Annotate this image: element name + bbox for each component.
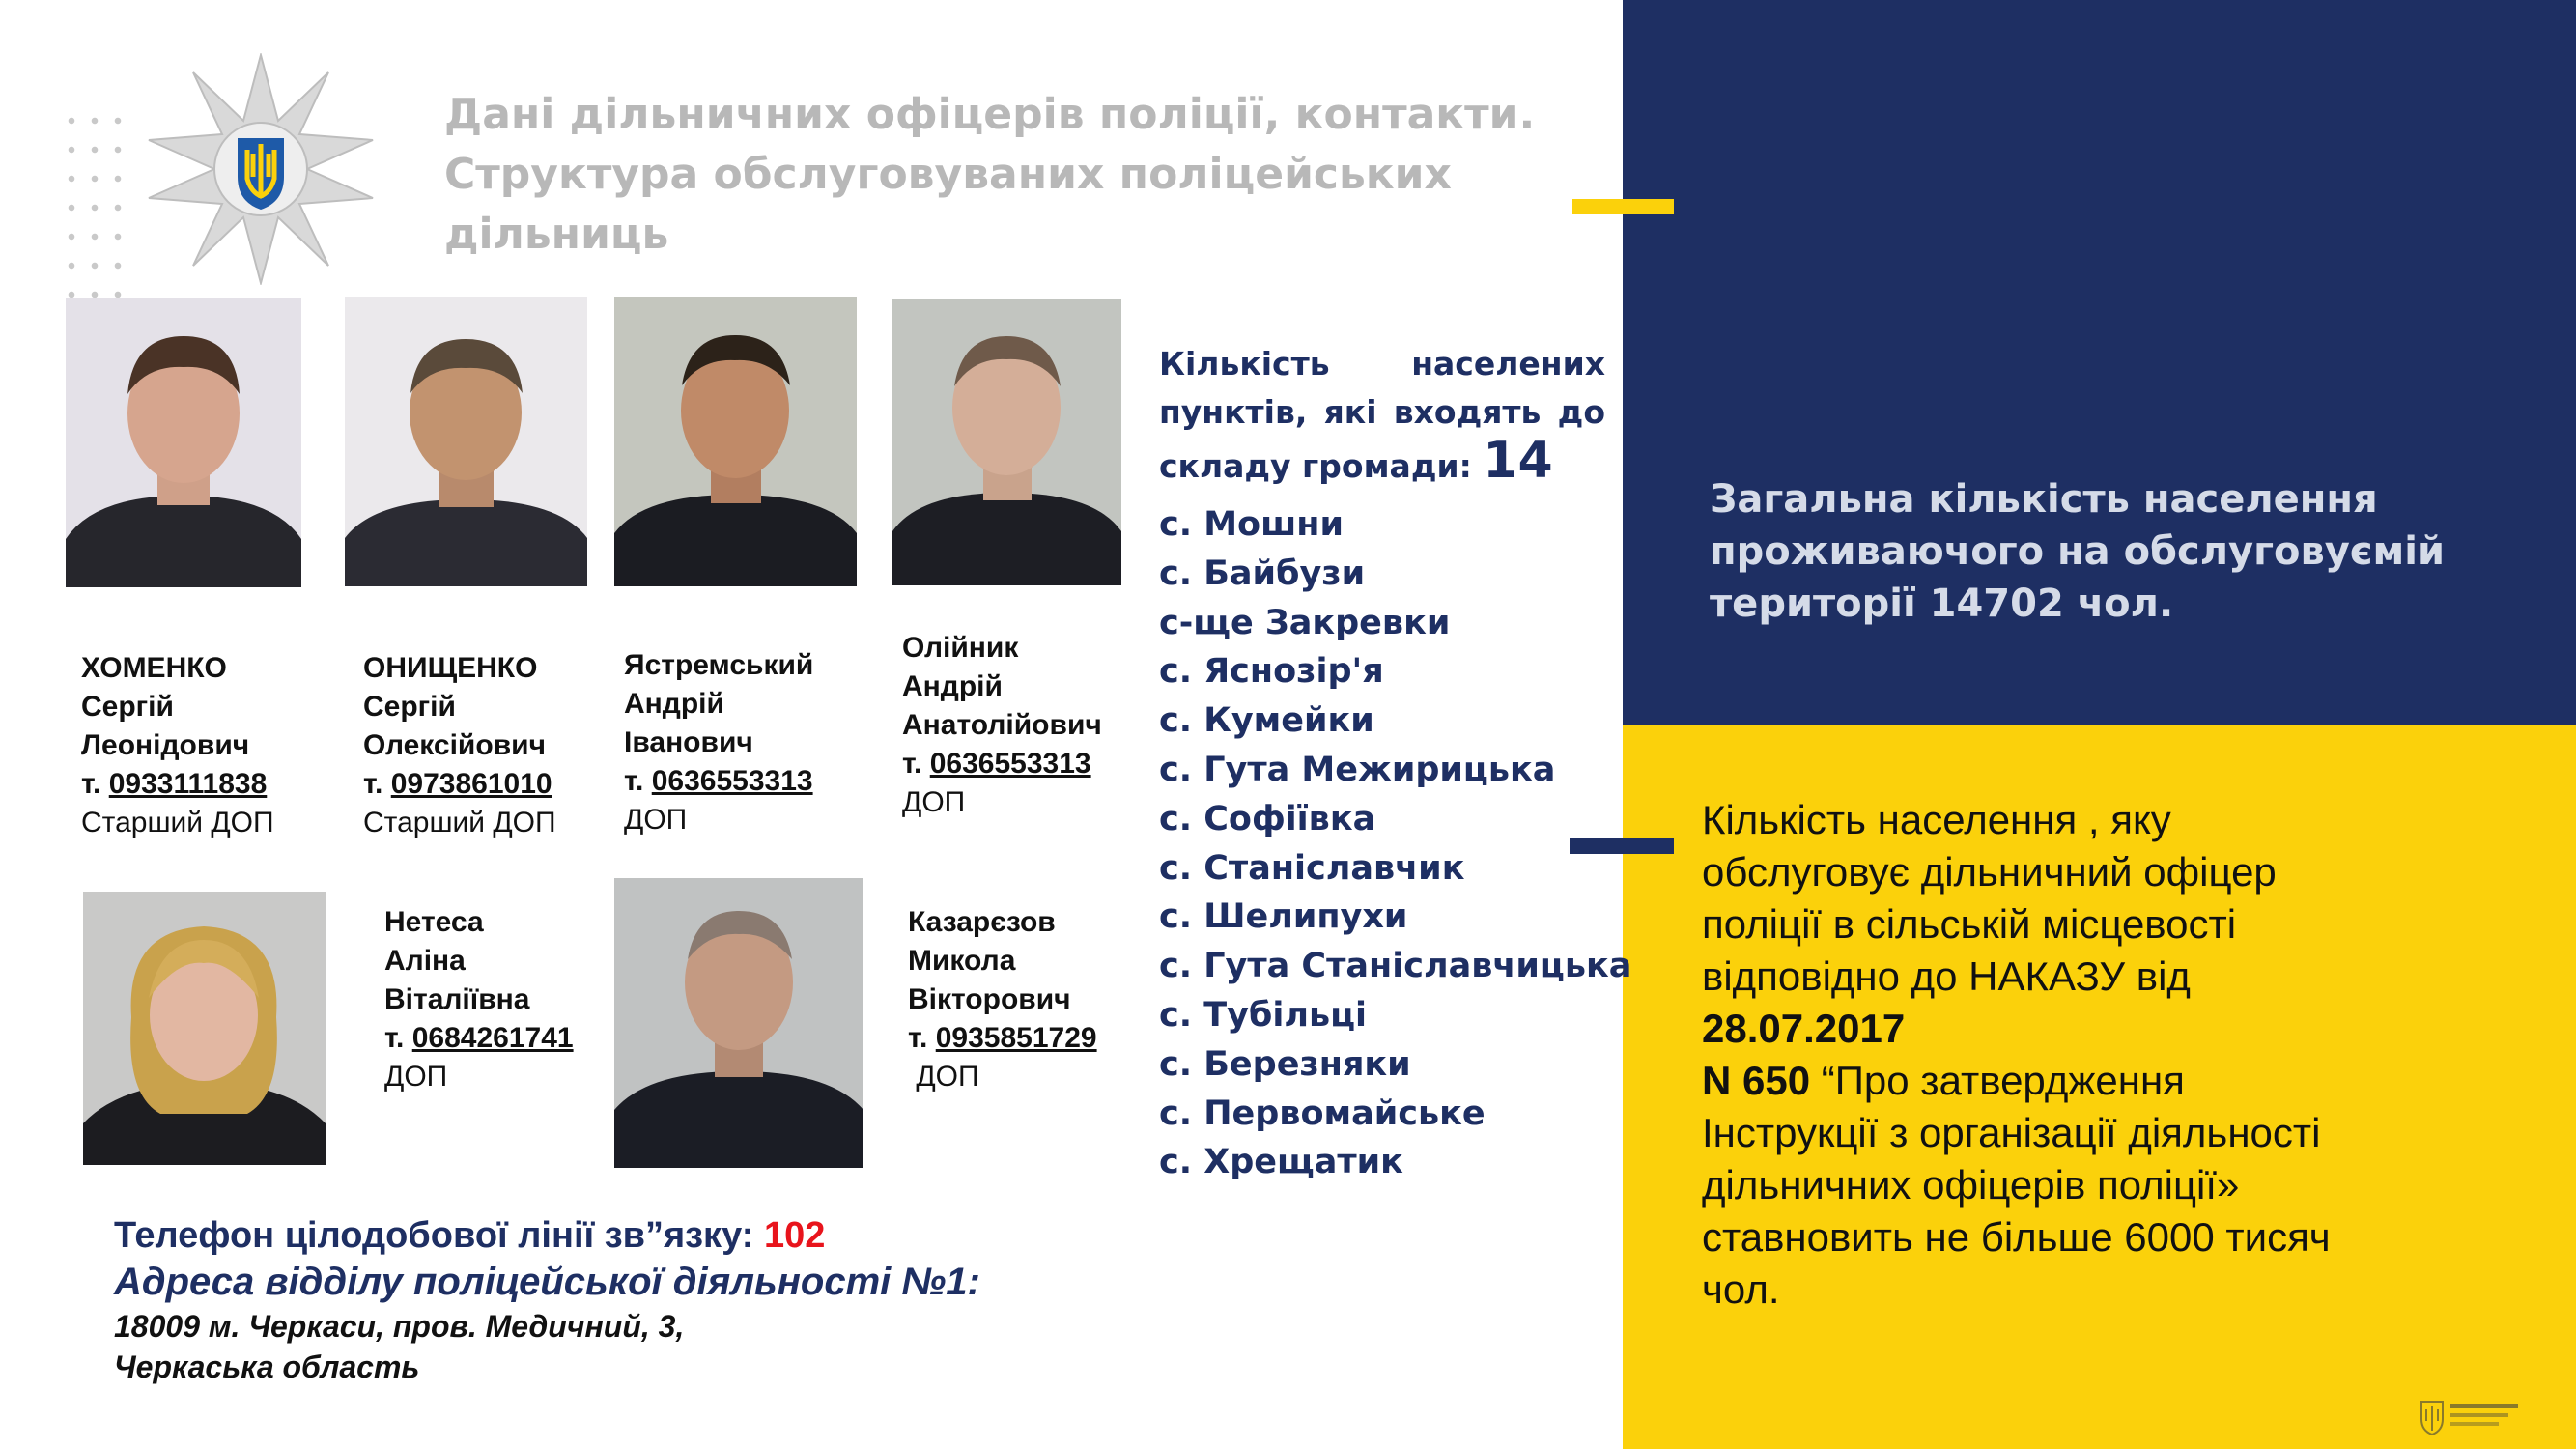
officer-patronymic: Олексійович <box>363 729 546 761</box>
settlements-heading-text: Кількість населених пунктів, які входять до складу громади: <box>1159 345 1605 485</box>
list-item: с-ще Закревки <box>1159 603 1451 642</box>
officer-phone[interactable]: 0636553313 <box>651 765 813 797</box>
officer-first-name: Аліна <box>384 945 466 977</box>
address-line-1: 18009 м. Черкаси, пров. Медичний, 3, <box>114 1309 685 1344</box>
population-line-2: проживаючого на обслуговуємій <box>1710 529 2445 574</box>
title-line-3: дільниць <box>444 210 669 259</box>
officer-phone[interactable]: 0684261741 <box>411 1022 574 1054</box>
list-item: с. Яснозір'я <box>1159 652 1384 692</box>
officer-card-onyshchenko <box>363 649 556 842</box>
phone-prefix: т. <box>363 768 391 800</box>
officer-phone-line <box>902 745 1102 783</box>
officer-photo-kazarezov <box>614 878 863 1168</box>
settlements-count: 14 <box>1483 432 1553 490</box>
norm-line-10: чол. <box>1702 1266 1780 1312</box>
hotline-number[interactable]: 102 <box>763 1215 826 1256</box>
population-norm-text <box>1702 794 2552 1316</box>
officer-surname: Казарєзов <box>908 906 1056 938</box>
page-title <box>444 85 1603 265</box>
officer-photo-netesa <box>83 892 326 1165</box>
officer-rank: ДОП <box>384 1061 448 1093</box>
title-line-2: Структура обслуговуваних поліцейських <box>444 150 1452 199</box>
officer-photo-oliinyk <box>892 299 1121 585</box>
yellow-accent-bar <box>1572 199 1674 214</box>
order-number: N 650 <box>1702 1058 1811 1103</box>
officer-photo-onyshchenko <box>345 297 587 586</box>
police-star-emblem-icon <box>145 53 377 285</box>
list-item: с. Мошни <box>1159 505 1344 544</box>
phone-prefix: т. <box>384 1022 412 1054</box>
phone-prefix: т. <box>81 768 109 800</box>
address-line-2: Черкаська область <box>114 1350 420 1384</box>
officer-photo-khomenko <box>66 298 301 587</box>
officer-first-name: Сергій <box>81 691 174 723</box>
officer-photo-yastremskyi <box>614 297 857 586</box>
population-line-3: території 14702 чол. <box>1710 582 2174 626</box>
list-item: с. Хрещатик <box>1159 1143 1403 1182</box>
order-title-start: “Про затвердження <box>1810 1058 2185 1103</box>
officer-surname: ОНИЩЕНКО <box>363 652 538 684</box>
officer-phone[interactable]: 0636553313 <box>929 748 1091 780</box>
settlements-list <box>1159 500 1631 1187</box>
navy-accent-bar <box>1570 838 1674 854</box>
list-item: с. Шелипухи <box>1159 897 1408 937</box>
officer-phone-line <box>908 1019 1097 1058</box>
list-item: с. Кумейки <box>1159 701 1374 741</box>
officer-phone-line <box>624 762 813 801</box>
community-logo-icon <box>2418 1398 2524 1436</box>
list-item: с. Байбузи <box>1159 554 1366 593</box>
officer-rank: Старший ДОП <box>81 807 274 838</box>
officer-rank: Старший ДОП <box>363 807 556 838</box>
decorative-dot-grid <box>60 106 127 309</box>
norm-line-2: обслуговує дільничний офіцер <box>1702 849 2277 895</box>
norm-line-3: поліції в сільській місцевості <box>1702 901 2237 947</box>
list-item: с. Гута Станіславчицька <box>1159 947 1632 986</box>
norm-line-6 <box>1702 1055 2552 1107</box>
officer-rank: ДОП <box>902 786 966 818</box>
officer-card-khomenko <box>81 649 274 842</box>
norm-line-8: дільничних офіцерів поліції» <box>1702 1162 2240 1208</box>
officer-rank: ДОП <box>908 1061 979 1093</box>
population-summary <box>1710 473 2540 630</box>
officer-surname: Олійник <box>902 632 1019 664</box>
officer-first-name: Микола <box>908 945 1016 977</box>
officer-phone[interactable]: 0933111838 <box>108 768 268 800</box>
list-item: с. Гута Межирицька <box>1159 750 1556 789</box>
norm-line-9: ставновить не більше 6000 тисяч <box>1702 1214 2331 1260</box>
officer-surname: Нетеса <box>384 906 484 938</box>
list-item: с. Тубільці <box>1159 995 1368 1035</box>
norm-line-4: відповідно до НАКАЗУ від <box>1702 953 2191 999</box>
officer-patronymic: Леонідович <box>81 729 250 761</box>
address-label: Адреса відділу поліцейської діяльності №1: <box>114 1261 980 1303</box>
officer-first-name: Андрій <box>902 670 1003 702</box>
officer-phone-line <box>363 765 556 804</box>
officer-patronymic: Вікторович <box>908 983 1071 1015</box>
list-item: с. Первомайське <box>1159 1094 1486 1133</box>
phone-prefix: т. <box>908 1022 936 1054</box>
officer-phone[interactable]: 0935851729 <box>935 1022 1097 1054</box>
officer-surname: Ястремський <box>624 649 814 681</box>
officer-rank: ДОП <box>624 804 688 836</box>
officer-card-yastremskyi <box>624 646 813 839</box>
population-line-1: Загальна кількість населення <box>1710 477 2378 522</box>
list-item: с. Софіївка <box>1159 799 1376 838</box>
order-date: 28.07.2017 <box>1702 1006 1906 1051</box>
officer-phone-line <box>384 1019 574 1058</box>
officer-phone-line <box>81 765 274 804</box>
hotline-line <box>114 1215 825 1257</box>
officer-patronymic: Анатолійович <box>902 709 1102 741</box>
officer-patronymic: Віталіївна <box>384 983 530 1015</box>
norm-line-1: Кількість населення , яку <box>1702 797 2171 842</box>
officer-phone[interactable]: 0973861010 <box>390 768 552 800</box>
hotline-label: Телефон цілодобової лінії зв”язку: <box>114 1215 764 1256</box>
list-item: с. Березняки <box>1159 1044 1411 1084</box>
norm-line-5 <box>1702 1003 2552 1055</box>
phone-prefix: т. <box>902 748 930 780</box>
officer-surname: ХОМЕНКО <box>81 652 227 684</box>
officer-patronymic: Іванович <box>624 726 753 758</box>
officer-first-name: Андрій <box>624 688 724 720</box>
norm-line-7: Інструкції з організації діяльності <box>1702 1110 2321 1155</box>
officer-first-name: Сергій <box>363 691 456 723</box>
settlements-heading <box>1159 340 1605 491</box>
officer-card-kazarezov <box>908 903 1097 1096</box>
title-line-1: Дані дільничних офіцерів поліції, контакти. <box>444 90 1536 139</box>
officer-card-netesa <box>384 903 574 1096</box>
phone-prefix: т. <box>624 765 652 797</box>
list-item: с. Станіславчик <box>1159 848 1465 888</box>
officer-card-oliinyk <box>902 629 1102 822</box>
